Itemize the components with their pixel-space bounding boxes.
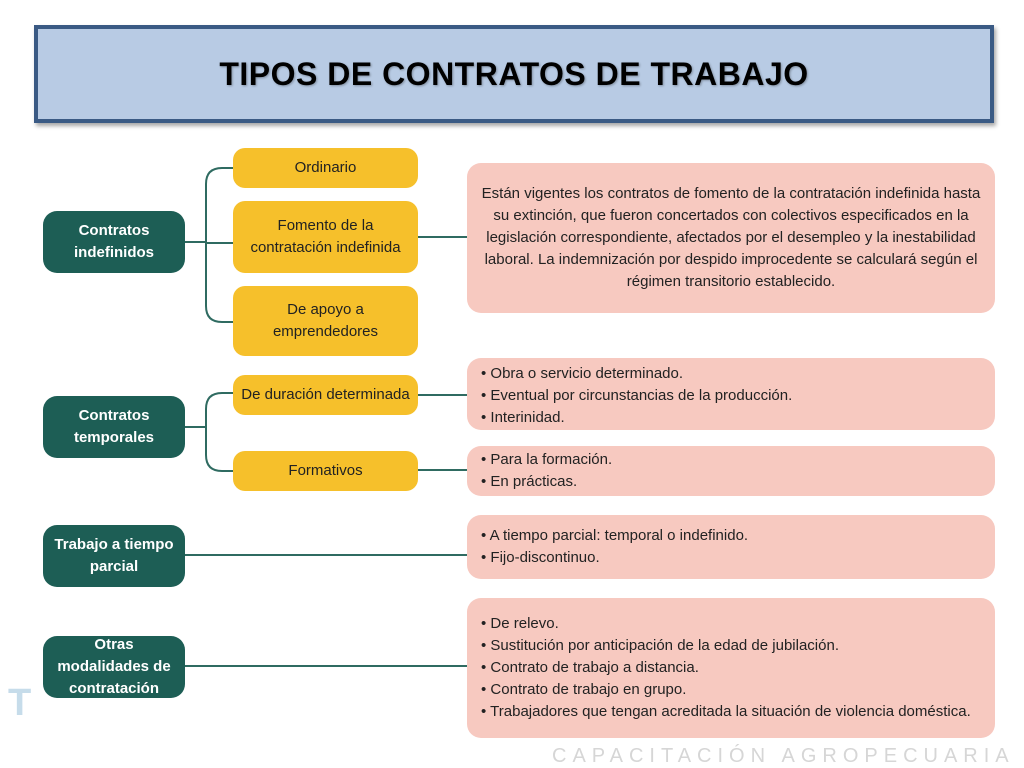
connector-temporales [185,393,233,471]
list-item: • Sustitución por anticipación de la edad de jubilación. [481,635,981,657]
list-item: • Eventual por circunstancias de la producción. [481,385,981,407]
description-duracion [467,358,995,430]
subtype-label: Formativos [288,462,363,479]
list-item: • De relevo. [481,613,981,635]
description-formativos [467,446,995,496]
category-contratos-temporales [43,396,185,458]
category-contratos-indefinidos [43,211,185,273]
category-trabajo-tiempo-parcial [43,525,185,587]
subtype-duracion-determinada [233,375,418,415]
list-item: • Obra o servicio determinado. [481,363,981,385]
watermark-text: CAPACITACIÓN AGROPECUARIA [552,745,1015,767]
list-item: • Trabajadores que tengan acreditada la situación de violencia doméstica. [481,701,981,723]
subtype-ordinario [233,148,418,188]
list-item: • Contrato de trabajo en grupo. [481,679,981,701]
subtype-apoyo-emprendedores [233,286,418,356]
subtype-label: De apoyo a emprendedores [272,301,379,340]
list-item: • Para la formación. [481,449,981,471]
list-item: • A tiempo parcial: temporal o indefinido. [481,525,981,547]
category-label: Trabajo a tiempo parcial [54,536,174,575]
category-label: Contratos temporales [73,407,155,446]
subtype-label: Ordinario [294,159,357,176]
subtype-label: Fomento de la contratación indefinida [250,217,401,256]
description-otras [467,598,995,738]
connector-indefinidos [185,168,233,322]
list-item: • Contrato de trabajo a distancia. [481,657,981,679]
category-label: Contratos indefinidos [74,222,154,261]
subtype-formativos [233,451,418,491]
subtype-fomento [233,201,418,273]
watermark-letter: T [8,682,32,724]
list-item: • Fijo-discontinuo. [481,547,981,569]
page-title: TIPOS DE CONTRATOS DE TRABAJO [219,55,809,92]
description-text: Están vigentes los contratos de fomento de la contratación indefinida hasta su extinción, que fueron concertados con colectivos especificados en la legislación correspondiente, afectados por el desempleo y la inestabilidad laboral. La indemnización por despido improcedente se calculará según el régimen transitorio establecido. [481,185,981,290]
list-item: • En prácticas. [481,471,981,493]
description-fomento [467,163,995,313]
list-item: • Interinidad. [481,407,981,429]
category-label: Otras modalidades de contratación [57,636,171,697]
description-parcial [467,515,995,579]
category-otras-modalidades [43,636,185,698]
subtype-label: De duración determinada [241,386,410,403]
